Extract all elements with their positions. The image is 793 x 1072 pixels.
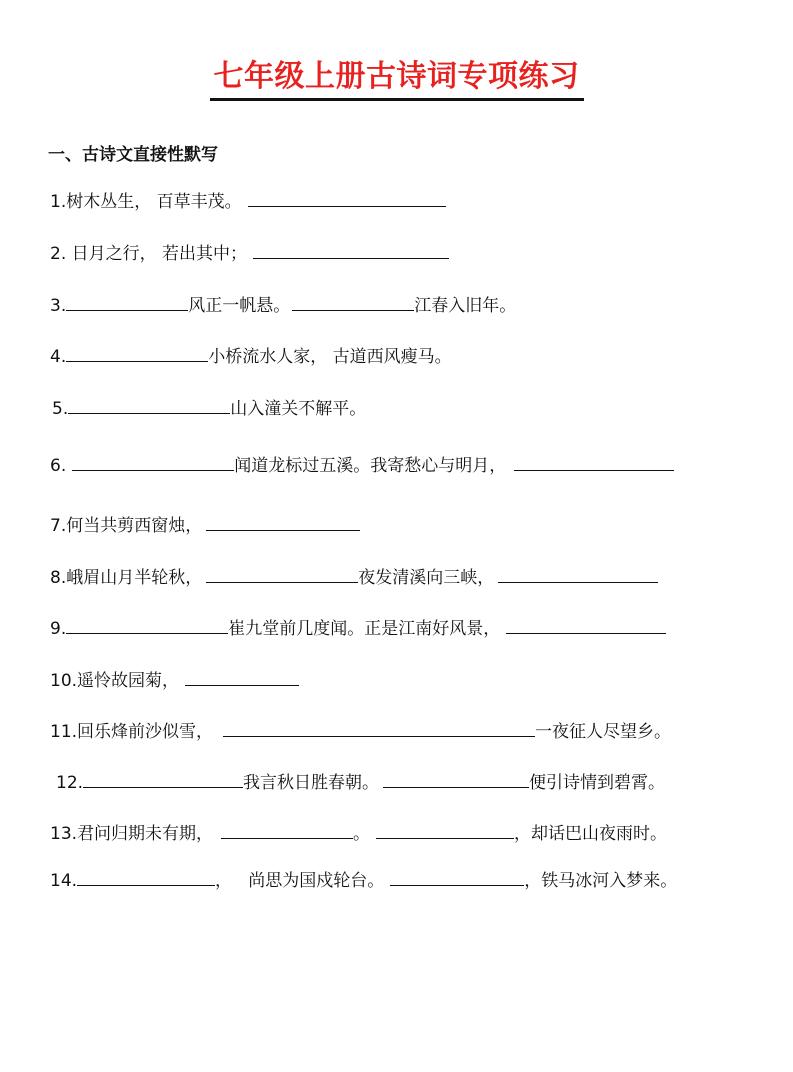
question-number: 6. (50, 456, 67, 476)
question-number: 5. (52, 399, 69, 419)
question-number: 3. (50, 296, 67, 316)
worksheet-title-wrap (0, 58, 793, 101)
answer-blank[interactable] (223, 718, 535, 737)
question-number: 4. (50, 347, 67, 367)
question-text: 江春入旧年。 (414, 296, 517, 316)
question-number: 9. (50, 619, 67, 639)
question-1 (50, 188, 446, 214)
answer-blank[interactable] (206, 512, 360, 531)
answer-blank[interactable] (376, 820, 514, 839)
answer-blank[interactable] (66, 343, 208, 362)
question-14 (50, 867, 677, 893)
answer-blank[interactable] (221, 820, 353, 839)
question-12 (56, 769, 665, 795)
question-6 (50, 452, 674, 478)
question-text: 一夜征人尽望乡。 (535, 722, 672, 742)
question-text: 便引诗情到碧霄。 (529, 773, 666, 793)
section-heading: 一、古诗文直接性默写 (48, 145, 218, 165)
question-text: 13.君问归期未有期， (50, 824, 214, 844)
question-text: 我言秋日胜春朝。 (243, 773, 380, 793)
answer-blank[interactable] (68, 395, 230, 414)
question-text: 10.遥怜故园菊， (50, 671, 180, 691)
answer-blank[interactable] (72, 452, 234, 471)
question-7 (50, 512, 360, 538)
question-text: 山入潼关不解平。 (230, 399, 367, 419)
question-10 (50, 667, 299, 693)
question-text: 风正一帆悬。 (188, 296, 291, 316)
question-4 (50, 343, 452, 369)
answer-blank[interactable] (383, 769, 529, 788)
question-text: 1.树木丛生， 百草丰茂。 (50, 192, 242, 212)
question-text: 崔九堂前几度闻。正是江南好风景， (228, 619, 501, 639)
question-text: 8.峨眉山月半轮秋， (50, 568, 203, 588)
question-text: 夜发清溪向三峡， (358, 568, 495, 588)
question-number: 14. (50, 871, 78, 891)
question-2 (50, 240, 449, 266)
question-11 (50, 718, 671, 744)
question-13 (50, 820, 667, 846)
answer-blank[interactable] (66, 292, 188, 311)
answer-blank[interactable] (83, 769, 243, 788)
answer-blank[interactable] (514, 452, 674, 471)
worksheet-title: 七年级上册古诗词专项练习 (210, 58, 584, 101)
question-text: ， 尚思为国戍轮台。 (215, 871, 385, 891)
question-text: 7.何当共剪西窗烛， (50, 516, 203, 536)
answer-blank[interactable] (292, 292, 414, 311)
question-text: ，铁马冰河入梦来。 (524, 871, 678, 891)
question-number: 12. (56, 773, 84, 793)
question-text: 闻道龙标过五溪。我寄愁心与明月， (234, 456, 507, 476)
question-8 (50, 564, 658, 590)
question-9 (50, 615, 666, 641)
question-5 (52, 395, 366, 421)
answer-blank[interactable] (77, 867, 215, 886)
answer-blank[interactable] (390, 867, 524, 886)
answer-blank[interactable] (66, 615, 228, 634)
answer-blank[interactable] (206, 564, 358, 583)
question-text: 小桥流水人家， 古道西风瘦马。 (208, 347, 452, 367)
question-3 (50, 292, 516, 318)
question-text: 11.回乐烽前沙似雪， (50, 722, 214, 742)
question-text: 。 (353, 824, 371, 844)
answer-blank[interactable] (248, 188, 446, 207)
answer-blank[interactable] (498, 564, 658, 583)
question-text: 2. 日月之行， 若出其中； (50, 244, 248, 264)
answer-blank[interactable] (185, 667, 299, 686)
answer-blank[interactable] (506, 615, 666, 634)
question-text: ，却话巴山夜雨时。 (514, 824, 668, 844)
answer-blank[interactable] (253, 240, 449, 259)
